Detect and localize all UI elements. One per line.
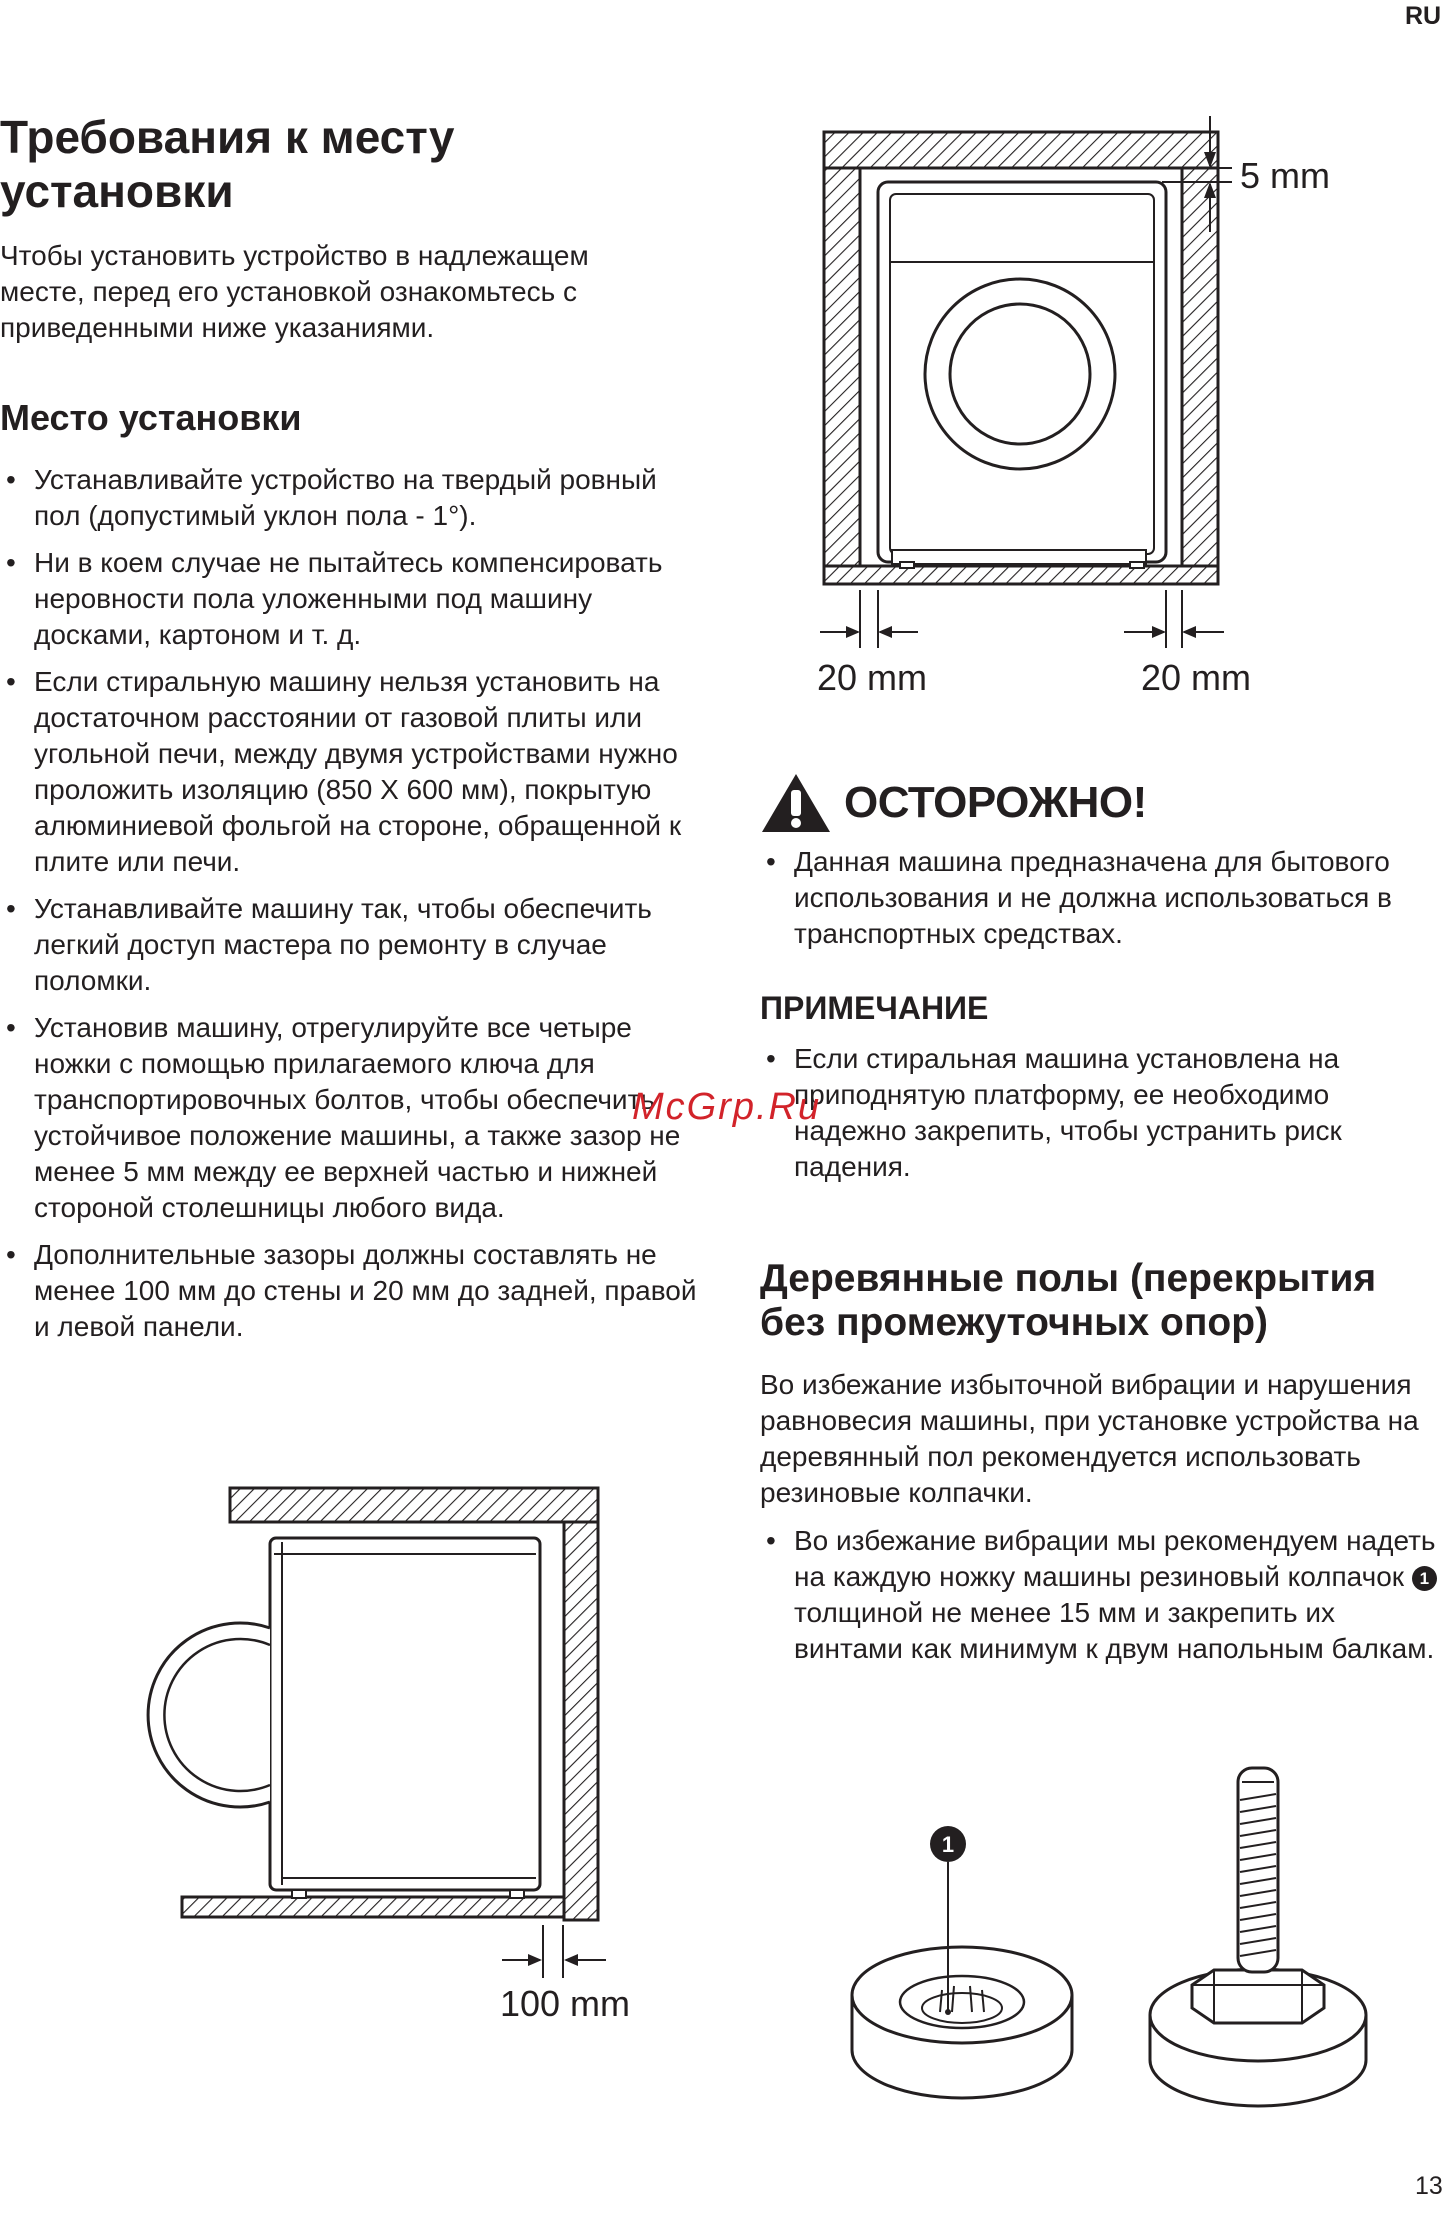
door-porthole-icon (925, 279, 1115, 469)
warning-title: ОСТОРОЖНО! (844, 778, 1147, 827)
list-item: • Если стиральная машина установлена на приподнятую платформу, ее необходимо надежно закрепить, чтобы устранить риск падения. (760, 1041, 1440, 1185)
worktop-hatch (230, 1488, 598, 1522)
dim-label-100mm: 100 mm (499, 1983, 631, 2024)
list-item: • Устанавливайте машину так, чтобы обеспечить легкий доступ мастера по ремонту в случае поломки. (0, 891, 700, 999)
page-number: 13 (1415, 2172, 1443, 2200)
list-item: • Установив машину, отрегулируйте все четыре ножки с помощью прилагаемого ключа для транспортировочных болтов, чтобы обеспечить устойчивое положение машины, а также зазор не менее 5 мм между ее верхней частью и нижней стороной столешницы любого вида. (0, 1010, 700, 1226)
note-bullet-list (760, 1041, 1440, 1185)
list-item: • Дополнительные зазоры должны составлять не менее 100 мм до стены и 20 мм до задней, правой и левой панели. (0, 1237, 700, 1345)
warning-bullet-list (760, 844, 1440, 952)
list-item: • Устанавливайте устройство на твердый ровный пол (допустимый уклон пола - 1°). (0, 462, 700, 534)
section-title-wooden-floors (760, 1257, 1440, 1345)
rubber-cap-figure (830, 1750, 1390, 2130)
machine-side-body (270, 1538, 540, 1890)
rubber-cap-icon (852, 1947, 1072, 2098)
list-item: • Если стиральную машину нельзя установить на достаточном расстоянии от газовой плиты или угольной печи, между двумя устройствами нужно проложить изоляцию (850 X 600 мм), покрытую алюминиевой фольгой на стороне, обращенной к плите или печи. (0, 664, 700, 880)
door-porthole-icon (148, 1623, 270, 1807)
language-label: RU (1405, 2, 1442, 30)
watermark: McGrp.Ru (632, 1086, 822, 1128)
callout-1-label: 1 (941, 1832, 955, 1857)
right-wall-hatch (1182, 168, 1218, 566)
left-wall-hatch (824, 168, 860, 566)
floor-hatch (824, 566, 1218, 584)
front-view-clearance-figure (800, 110, 1330, 720)
floor-hatch (182, 1897, 564, 1917)
intro-paragraph: Чтобы установить устройство в надлежащем месте, перед его установкой ознакомьтесь с приведенными ниже указаниями. (0, 240, 589, 343)
dim-label-20mm-right: 20 mm (1140, 657, 1252, 698)
list-item: • Ни в коем случае не пытайтесь компенсировать неровности пола уложенными под машину досками, картоном и т. д. (0, 545, 700, 653)
wood-bullet-list (760, 1523, 1440, 1667)
wall-hatch (564, 1522, 598, 1920)
list-item (760, 1523, 1440, 1667)
warning-block (760, 772, 1440, 834)
adjustable-foot-icon (1150, 1768, 1366, 2106)
wood-intro-paragraph: Во избежание избыточной вибрации и нарушения равновесия машины, при установке устройства на деревянный пол рекомендуется использовать резиновые колпачки. (760, 1369, 1419, 1508)
note-title: ПРИМЕЧАНИЕ (760, 990, 989, 1026)
left-column (0, 110, 700, 1356)
wood-title-line-2: без промежуточных опор) (760, 1301, 1269, 1344)
page-title (0, 110, 700, 218)
list-item: • Данная машина предназначена для бытового использования и не должна использоваться в транспортных средствах. (760, 844, 1440, 952)
side-view-clearance-figure (60, 1470, 660, 2030)
dim-label-20mm-left: 20 mm (816, 657, 928, 698)
page-title-line-1: Требования к месту (0, 111, 455, 163)
location-bullet-list (0, 462, 700, 1345)
wood-bullet-text-1: Во избежание вибрации мы рекомендуем надеть на каждую ножку машины резиновый колпачок (794, 1525, 1436, 1592)
warning-triangle-icon (760, 772, 832, 834)
wood-title-line-1: Деревянные полы (перекрытия (760, 1257, 1377, 1300)
page-title-line-2: установки (0, 165, 234, 217)
callout-1-badge: 1 (1412, 1566, 1437, 1591)
right-column (760, 772, 1440, 1678)
section-title-location: Место установки (0, 397, 302, 438)
worktop-hatch (824, 132, 1218, 168)
dim-label-5mm-top: 5 mm (1240, 155, 1330, 196)
wood-bullet-text-2: толщиной не менее 15 мм и закрепить их винтами как минимум к двум напольным балкам. (794, 1597, 1435, 1664)
